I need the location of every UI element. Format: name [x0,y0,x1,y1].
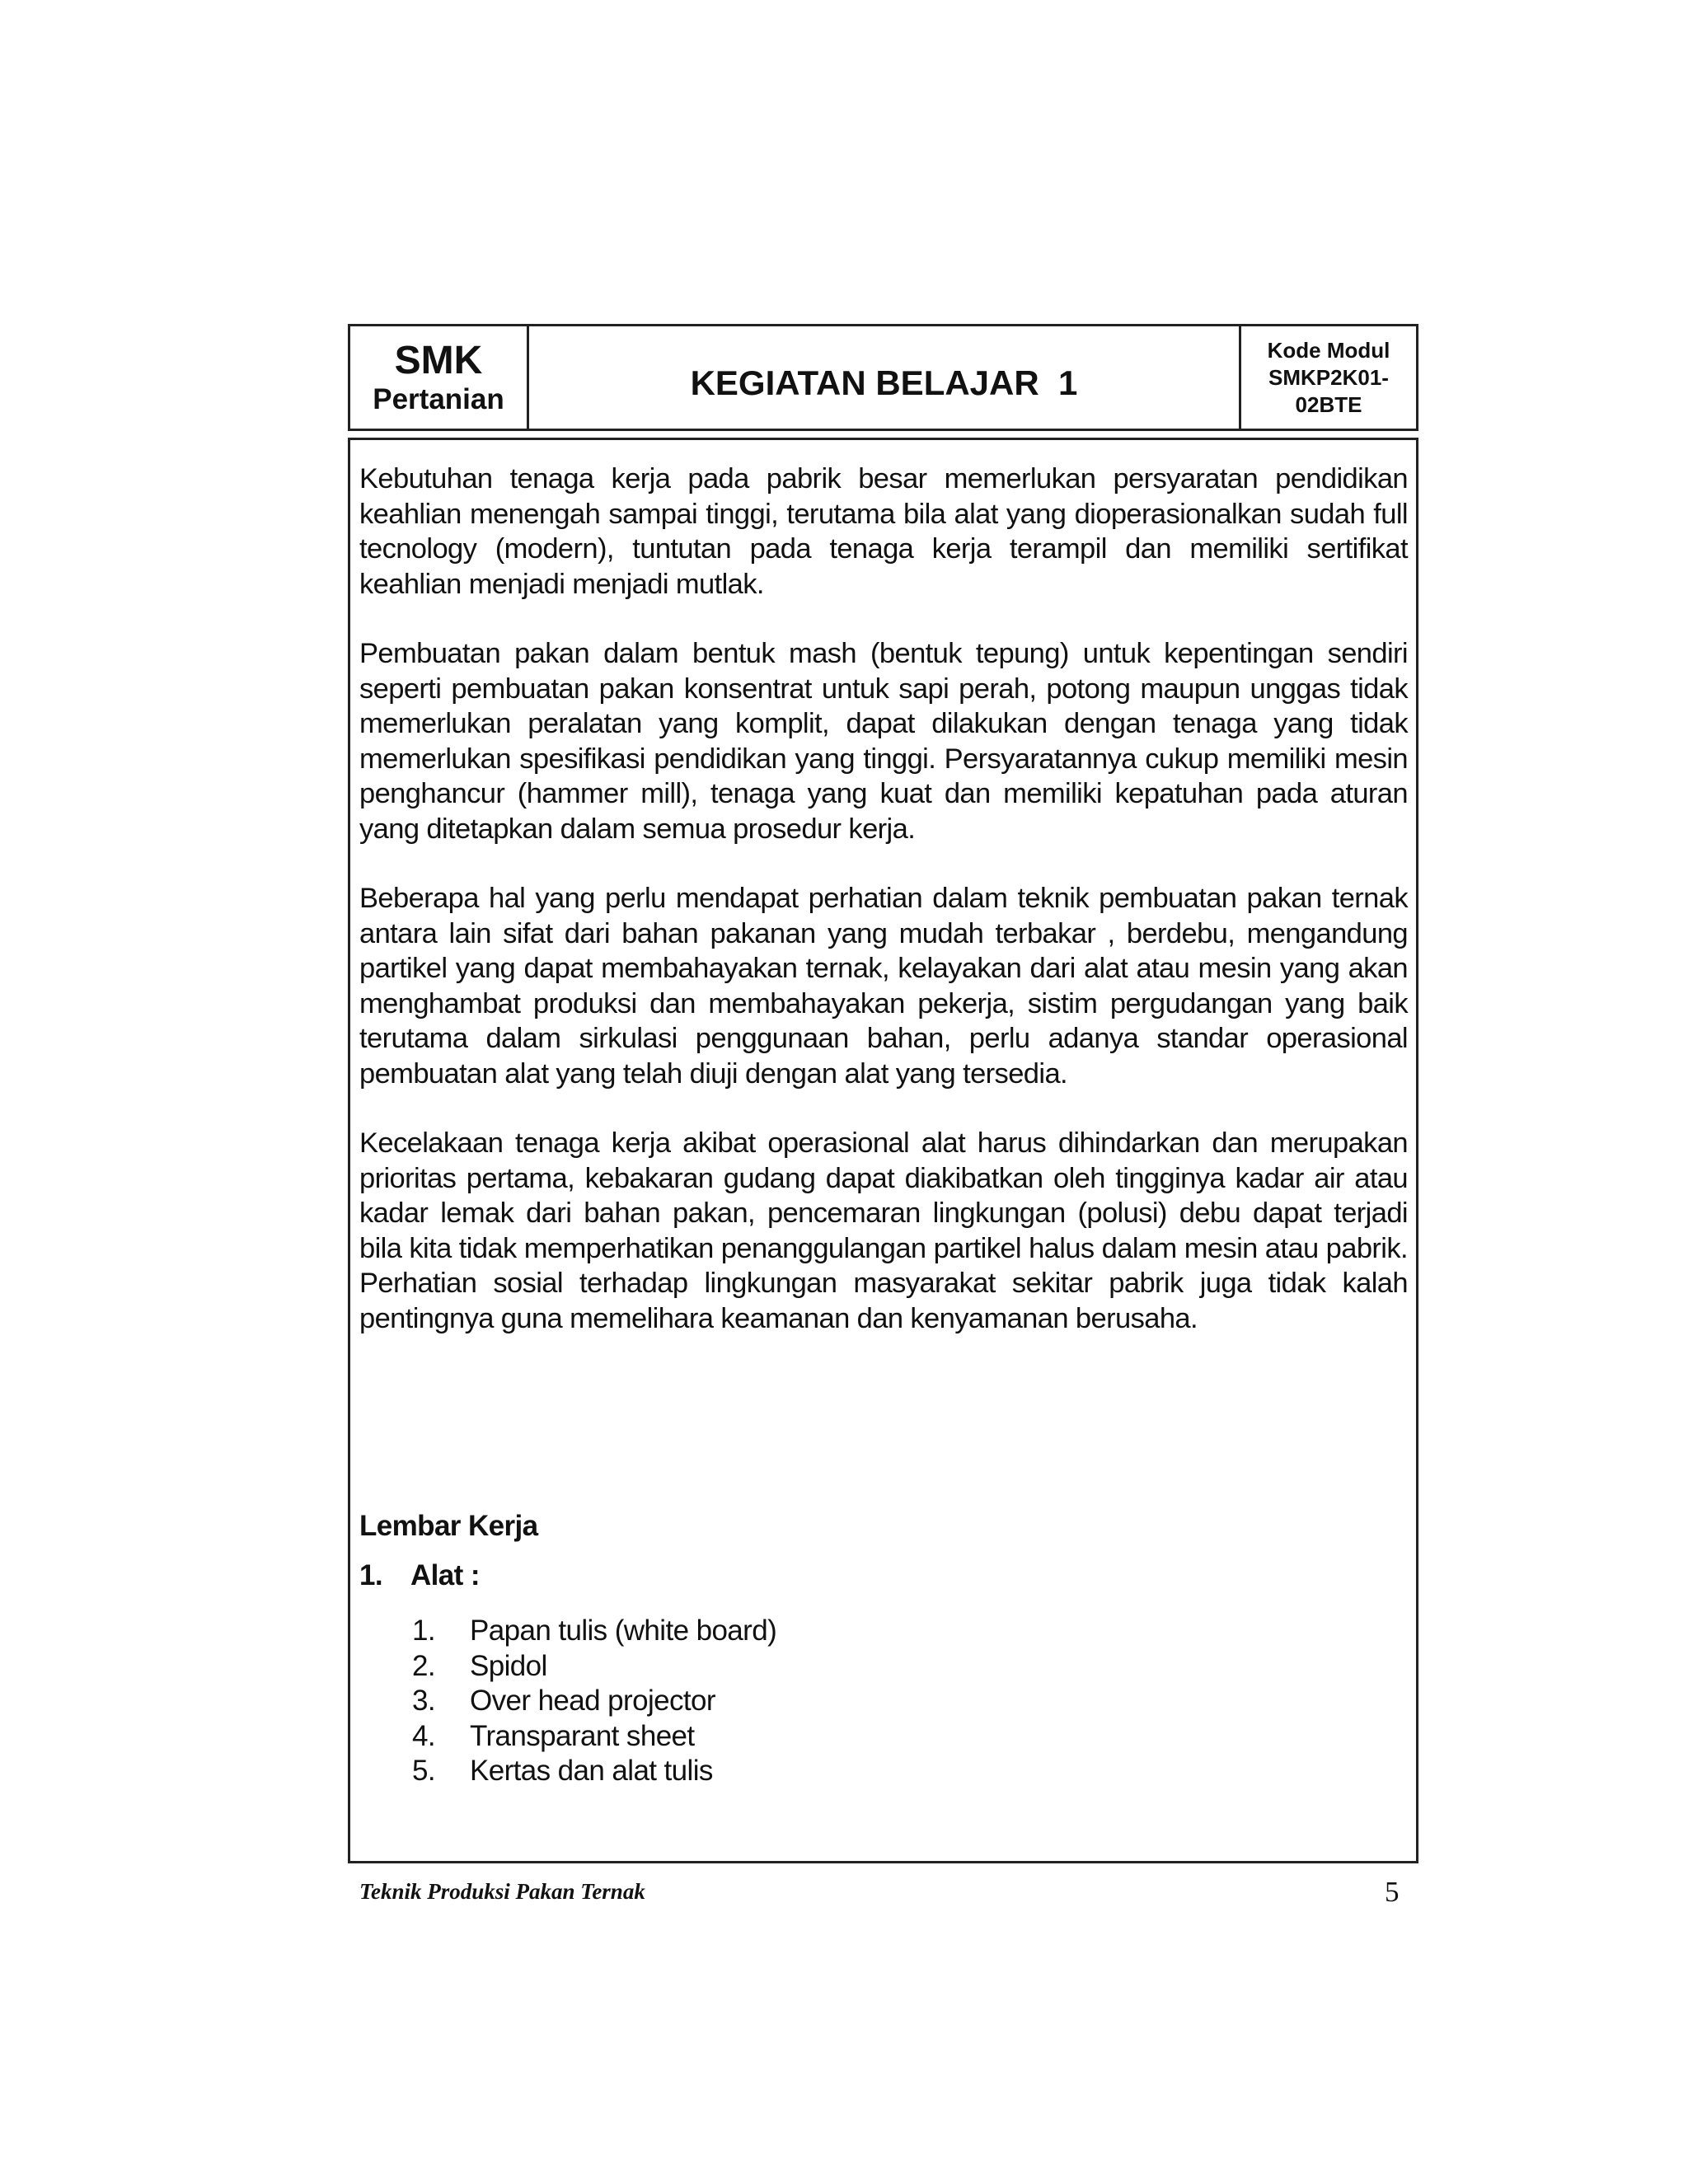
page-title: KEGIATAN BELAJAR 1 [690,363,1078,402]
list-item [412,1719,776,1755]
list-item-number: 1. [412,1615,435,1647]
list-item [412,1649,776,1685]
list-item-text: Over head projector [470,1685,715,1717]
footer-book-title: Teknik Produksi Pakan Ternak [359,1879,645,1904]
list-item-number: 4. [412,1719,435,1752]
list-item-text: Transparant sheet [470,1719,695,1752]
module-header [348,324,1418,431]
worksheet-heading: Lembar Kerja [359,1510,538,1542]
school-label-cell [350,326,529,429]
list-item-number: 5. [412,1755,435,1787]
paragraph: Pembuatan pakan dalam bentuk mash (bentuk tepung) untuk kepentingan sendiri seperti pembuatan pakan konsentrat untuk sapi perah, potong maupun unggas tidak memerlukan peralatan yang komplit, dapat dilakukan dengan tenaga yang tidak memerlukan spesifikasi pendidikan yang tinggi. Persyaratannya cukup memiliki mesin penghancur (hammer mill), tenaga yang kuat dan memiliki kepatuhan pada aturan yang ditetapkan dalam semua prosedur kerja. [359,638,1408,845]
paragraph: Kecelakaan tenaga kerja akibat operasional alat harus dihindarkan dan merupakan prioritas pertama, kebakaran gudang dapat diakibatkan oleh tingginya kadar air atau kadar lemak dari bahan pakan, pencemaran lingkungan (polusi) debu dapat terjadi bila kita tidak memperhatikan penanggulangan partikel halus dalam mesin atau pabrik. Perhatian sosial terhadap lingkungan masyarakat sekitar pabrik juga tidak kalah pentingnya guna memelihara keamanan dan kenyamanan berusaha. [359,1127,1408,1334]
module-code-label: Kode Modul [1267,337,1390,363]
list-item-text: Spidol [470,1649,547,1682]
tools-heading [359,1559,480,1592]
school-field: Pertanian [373,383,504,415]
list-item-text: Papan tulis (white board) [470,1615,777,1647]
tools-list [412,1614,776,1789]
list-item-number: 2. [412,1649,435,1682]
module-code-part1: SMKP2K01- [1268,364,1389,390]
list-item-number: 3. [412,1685,435,1717]
paragraph: Kebutuhan tenaga kerja pada pabrik besar memerlukan persyaratan pendidikan keahlian menengah sampai tinggi, terutama bila alat yang dioperasionalkan sudah full tecnology (modern), tuntutan pada tenaga kerja terampil dan memiliki sertifikat keahlian menjadi menjadi mutlak. [359,463,1408,600]
tools-heading-number: 1. [359,1559,382,1591]
list-item [412,1754,776,1789]
module-code-cell [1239,326,1416,429]
module-code-part2: 02BTE [1295,391,1362,417]
tools-heading-label: Alat : [410,1559,480,1591]
page-number: 5 [1385,1876,1400,1908]
list-item [412,1684,776,1719]
paragraph: Beberapa hal yang perlu mendapat perhatian dalam teknik pembuatan pakan ternak antara lain sifat dari bahan pakanan yang mudah terbakar , berdebu, mengandung partikel yang dapat membahayakan ternak, kelayakan dari alat atau mesin yang akan menghambat produksi dan membahayakan pekerja, sistim pergudangan yang baik terutama dalam sirkulasi penggunaan bahan, perlu adanya standar operasional pembuatan alat yang telah diuji dengan alat yang tersedia. [359,883,1408,1090]
list-item [412,1614,776,1649]
list-item-text: Kertas dan alat tulis [470,1755,713,1787]
school-type: SMK [394,339,483,382]
body-text [359,462,1408,1336]
